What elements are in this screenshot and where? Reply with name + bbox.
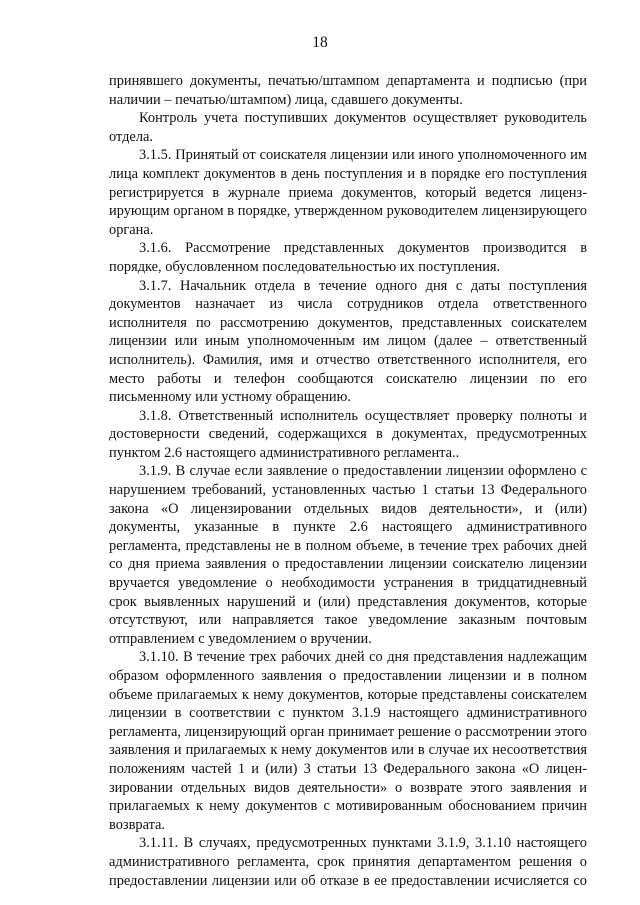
- text-line: 3.1.9. В случае если заявление о предоставлении лицензии оформлено с: [139, 463, 587, 480]
- paragraph-p-3-1-10: [109, 648, 587, 834]
- text-line: 3.1.6. Рассмотрение представленных документов производится в: [139, 240, 587, 257]
- text-line: предоставлении лицензии или об отказе в ее предоставлении исчисляется со: [109, 872, 587, 889]
- text-line: место работы и телефон сообщаются соискателю лицензии по его: [109, 370, 587, 387]
- paragraph-p-3-1-5: [109, 146, 587, 239]
- text-line: документов назначает из числа сотрудников отдела ответственного: [109, 296, 587, 313]
- text-line: исполнитель). Фамилия, имя и отчество ответственного исполнителя, его: [109, 351, 587, 368]
- document-body: [109, 72, 587, 890]
- text-line: 3.1.8. Ответственный исполнитель осуществляет проверку полноты и: [139, 407, 587, 424]
- text-line: 3.1.10. В течение трех рабочих дней со дня представления надлежащим: [139, 649, 587, 666]
- text-line: лицензии или иным уполномоченным им лицом (далее – ответственный: [109, 333, 587, 350]
- text-line: документы, указанные в пункте 2.6 настоящего административного: [109, 519, 587, 536]
- text-line: заявления и прилагаемых к нему документов или в случае их несоответствия: [109, 742, 587, 759]
- text-line: лица комплект документов в день поступления и в порядке его поступления: [109, 165, 587, 182]
- text-line: Контроль учета поступивших документов осуществляет руководитель: [139, 110, 587, 127]
- paragraph-p-3-1-8: [109, 407, 587, 463]
- text-line: отдела.: [109, 128, 153, 145]
- text-line: регламента, лицензирующий орган принимает решение о рассмотрении этого: [109, 723, 587, 740]
- text-line: образом оформленного заявления о предоставлении лицензии и в полном: [109, 668, 587, 684]
- page-number: 18: [312, 34, 328, 51]
- text-line: вручается уведомление о необходимости устранения в тридцатидневный: [109, 575, 587, 592]
- text-line: принявшего документы, печатью/штампом департамента и подписью (при: [109, 73, 587, 89]
- text-line: возврата.: [109, 816, 166, 833]
- text-line: органа.: [109, 221, 154, 238]
- text-line: регистрируется в журнале приема документов, который ведется лиценз-: [109, 184, 587, 201]
- paragraph-p-cont: [109, 72, 587, 109]
- text-line: 3.1.5. Принятый от соискателя лицензии или иного уполномоченного им: [139, 147, 587, 164]
- text-line: нарушением требований, установленных частью 1 статьи 13 Федерального: [109, 482, 587, 499]
- text-line: письменному или устному обращению.: [109, 389, 351, 406]
- text-line: порядке, обусловленном последовательностью их поступления.: [109, 258, 501, 275]
- text-line: срок выявленных нарушений и (или) представления документов, которые: [109, 593, 587, 610]
- paragraph-p-3-1-7: [109, 277, 587, 407]
- text-line: зировании отдельных видов деятельности» о возврате этого заявления и: [109, 779, 587, 796]
- text-line: наличии – печатью/штампом) лица, сдавшего документы.: [109, 91, 463, 108]
- text-line: закона «О лицензировании отдельных видов деятельности», и (или): [109, 500, 587, 517]
- text-line: прилагаемых к нему документов с мотивированным обоснованием причин: [109, 798, 587, 815]
- text-line: регламента, представлены не в полном объеме, в течение трех рабочих дней: [109, 537, 587, 554]
- text-line: пунктом 2.6 настоящего административного регламента..: [109, 444, 460, 461]
- text-line: со дня приема заявления о предоставлении лицензии соискателю лицензии: [109, 556, 587, 573]
- text-line: 3.1.11. В случаях, предусмотренных пунктами 3.1.9, 3.1.10 настоящего: [139, 835, 587, 852]
- paragraph-p-3-1-9: [109, 462, 587, 648]
- text-line: 3.1.7. Начальник отдела в течение одного дня с даты поступления: [139, 277, 587, 294]
- paragraph-p-3-1-6: [109, 239, 587, 276]
- text-line: объеме прилагаемых к нему документов, которые представлены соискателем: [109, 686, 587, 703]
- text-line: административного регламента, срок принятия департаментом решения о: [109, 853, 587, 870]
- text-line: ирующим органом в порядке, утвержденном руководителем лицензирующего: [109, 203, 587, 220]
- text-line: положениям частей 1 и (или) 3 статьи 13 Федерального закона «О лицен-: [109, 760, 587, 777]
- text-line: достоверности сведений, содержащихся в документах, предусмотренных: [109, 426, 587, 443]
- paragraph-p-3-1-11: [109, 834, 587, 890]
- text-line: отправлением с уведомлением о вручении.: [109, 630, 372, 647]
- text-line: лицензии в соответствии с пунктом 3.1.9 настоящего административного: [109, 705, 587, 722]
- text-line: исполнителя по рассмотрению документов, представленных соискателем: [109, 314, 587, 331]
- text-line: отсутствуют, или направляется такое уведомление заказным почтовым: [109, 612, 587, 629]
- paragraph-p-control: [109, 109, 587, 146]
